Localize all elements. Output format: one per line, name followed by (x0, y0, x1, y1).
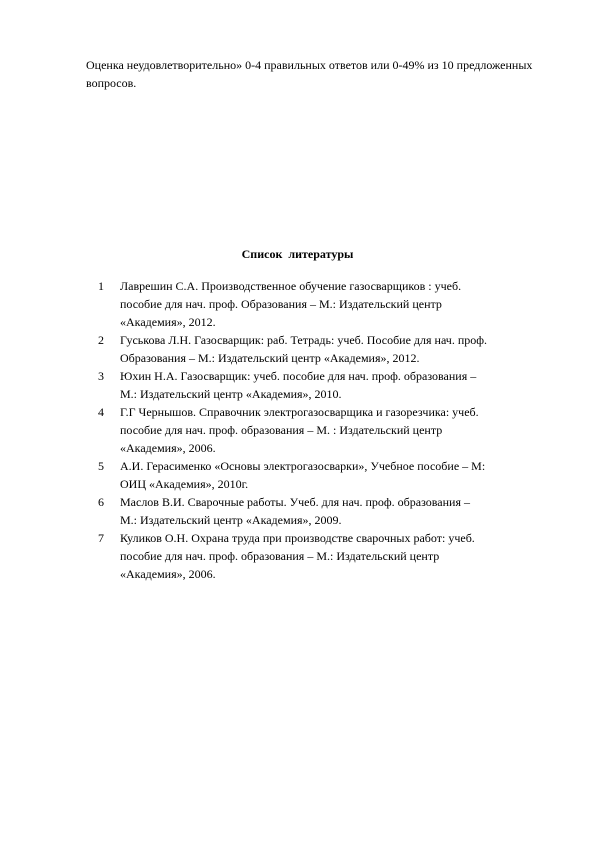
bibliography-item-text: Куликов О.Н. Охрана труда при производстве сварочных работ: учеб. пособие для нач. проф. образования – М.: Издательский центр «Академия», 2006. (120, 531, 475, 581)
bibliography-item-text: Маслов В.И. Сварочные работы. Учеб. для нач. проф. образования – М.: Издательский центр «Академия», 2009. (120, 495, 470, 527)
bibliography-item-number: 6 (98, 495, 104, 509)
bibliography-item (98, 331, 558, 367)
bibliography-item-text: А.И. Герасименко «Основы электрогазосварки», Учебное пособие – М: ОИЦ «Академия», 2010г. (120, 459, 486, 491)
bibliography-item-number: 5 (98, 459, 104, 473)
bibliography-item-number: 7 (98, 531, 104, 545)
bibliography-item (98, 457, 558, 493)
bibliography-item (98, 277, 558, 331)
bibliography-list (98, 277, 558, 583)
bibliography-item (98, 403, 558, 457)
bibliography-item (98, 367, 558, 403)
bibliography-item (98, 529, 558, 583)
bibliography-item-text: Лаврешин С.А. Производственное обучение газосварщиков : учеб. пособие для нач. проф. Образования – М.: Издательский центр «Академия», 2012. (120, 279, 462, 329)
bibliography-item-number: 1 (98, 279, 104, 293)
bibliography-item-number: 3 (98, 369, 104, 383)
bibliography-item-number: 2 (98, 333, 104, 347)
bibliography-item-text: Гуськова Л.Н. Газосварщик: раб. Тетрадь: учеб. Пособие для нач. проф. Образования – М.: Издательский центр «Академия», 2012. (120, 333, 488, 365)
bibliography-heading: Список литературы (241, 247, 354, 261)
bibliography-item-text: Юхин Н.А. Газосварщик: учеб. пособие для нач. проф. образования – М.: Издательский центр «Академия», 2010. (120, 369, 477, 401)
bibliography-item (98, 493, 558, 529)
grade-criteria-paragraph: Оценка неудовлетворительно» 0-4 правильных ответов или 0-49% из 10 предложенных вопросов. (86, 58, 533, 90)
bibliography-item-number: 4 (98, 405, 104, 419)
bibliography-item-text: Г.Г Чернышов. Справочник электрогазосварщика и газорезчика: учеб. пособие для нач. проф. образования – М. : Издательский центр «Академия», 2006. (120, 405, 479, 455)
